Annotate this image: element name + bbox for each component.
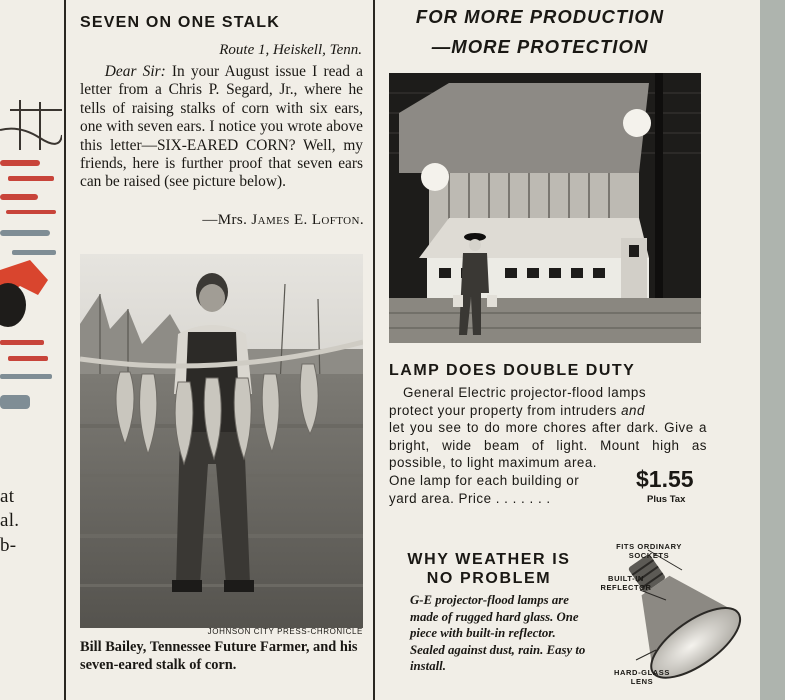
letter-body	[80, 63, 363, 192]
clipped-text-line: al.	[0, 510, 20, 531]
photo-caption: Bill Bailey, Tennessee Future Farmer, and his seven-eared stalk of corn.	[80, 639, 358, 673]
column-divider	[373, 0, 375, 700]
lamp-line: let you see to do more chores after dark. Give a bright, wide beam of light. Mount high as possible, to light maximum area.	[389, 420, 707, 471]
price-note: Plus Tax	[647, 494, 686, 505]
clipped-text-line: b-	[0, 535, 17, 556]
lamp-line: One lamp for each building or	[389, 472, 580, 488]
partial-illustration-icon	[0, 90, 62, 450]
farmer-with-corn-photo-icon	[80, 254, 363, 628]
background-edge	[760, 0, 785, 700]
letter-signature	[80, 212, 364, 229]
letter-location: Route 1, Heiskell, Tenn.	[219, 42, 362, 58]
letter-text: In your August issue I read a letter from a Chris P. Segard, Jr., where he tells of raising stalks of corn with six ears, one with seven ears. I notice you wrote above this letter—SIX-EARED CORN? Well, my friends, here is further proof that seven ears can be raised (see picture below).	[80, 63, 363, 191]
lamp-line	[389, 402, 707, 420]
callout-reflector: BUILT-IN REFLECTOR	[600, 574, 652, 592]
lamp-line-part: protect your property from intruders	[389, 402, 622, 418]
signature-name: James E. Lofton.	[251, 212, 364, 228]
weather-body: G-E projector-flood lamps are made of rugged hard glass. One piece with built-in reflector. Sealed against dust, rain. Easy to install.	[410, 593, 586, 673]
lamp-line: General Electric projector-flood lamps	[403, 385, 647, 400]
column-divider	[64, 0, 66, 700]
left-clipped-column	[0, 0, 62, 700]
letter-heading: SEVEN ON ONE STALK	[80, 14, 280, 31]
lamp-line-emphasis: and	[621, 402, 645, 418]
lamp-heading: LAMP DOES DOUBLE DUTY	[389, 362, 636, 379]
clipped-text-line: at	[0, 486, 15, 507]
callout-glass: HARD-GLASS LENS	[614, 668, 670, 686]
barn-at-night-illustration-icon	[389, 73, 701, 343]
lamp-line: yard area. Price . . . . . . .	[389, 490, 551, 506]
callout-sockets: FITS ORDINARY SOCKETS	[616, 542, 682, 560]
weather-heading-line: NO PROBLEM	[426, 570, 552, 587]
signature-prefix: —Mrs.	[202, 212, 248, 228]
weather-heading	[389, 550, 589, 588]
photo-credit: JOHNSON CITY PRESS-CHRONICLE	[207, 627, 363, 636]
weather-heading-line: WHY WEATHER IS	[407, 551, 571, 568]
ad-headline-line-1: FOR MORE PRODUCTION	[415, 6, 665, 27]
letter-salutation: Dear Sir:	[104, 63, 166, 80]
price-label: $1.55	[636, 466, 694, 492]
ad-headline-line-2: —MORE PROTECTION	[431, 36, 649, 57]
